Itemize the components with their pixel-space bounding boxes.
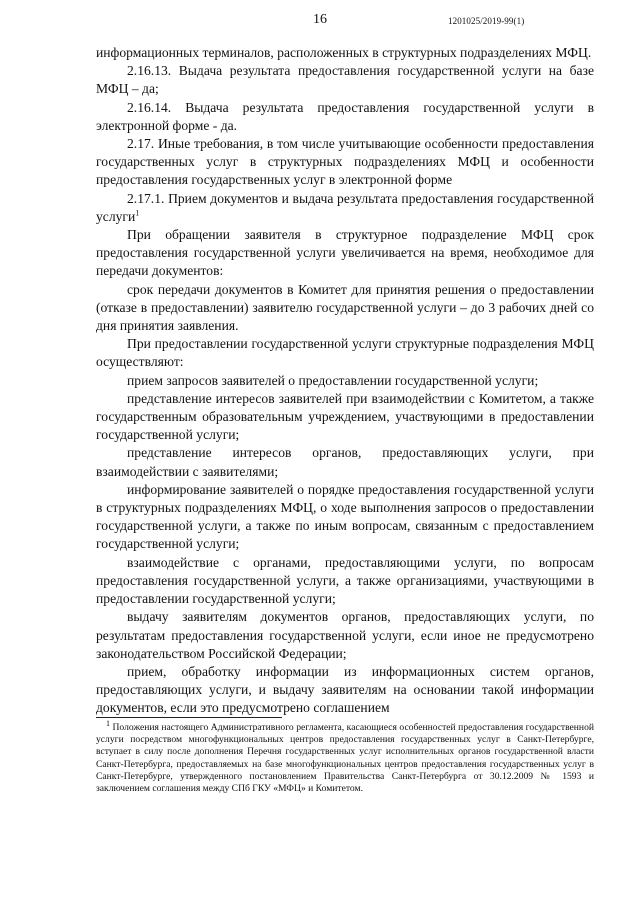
footnote-reference: 1	[135, 208, 140, 218]
page-number: 16	[313, 12, 327, 27]
list-item-request-intake: прием запросов заявителей о предоставлении государственной услуги;	[127, 372, 539, 388]
list-item-information-processing: прием, обработку информации из информационных систем органов, предоставляющих услуги, и выдачу заявителям на основании такой информации документов, если это предусмотрено соглашением	[96, 663, 594, 716]
list-item-document-issuance: выдачу заявителям документов органов, предоставляющих услуги, по результатам предоставления государственной услуги, если иное не предусмотрено законодательством Российской Федерации;	[96, 609, 594, 661]
paragraph-2-16-14: 2.16.14. Выдача результата предоставления государственной услуги в электронной форме - да.	[96, 99, 594, 133]
paragraph-2-17-1	[96, 190, 594, 226]
paragraph-2-16-13: 2.16.13. Выдача результата предоставления государственной услуги на базе МФЦ – да;	[96, 63, 594, 97]
footnote	[96, 718, 594, 795]
list-item-informing: информирование заявителей о порядке предоставления государственной услуги в структурных подразделениях МФЦ, о ходе выполнения запросов о предоставлении государственной услуги, а также по иным вопросам, связанным с предоставлением государственной услуги;	[96, 481, 594, 552]
footnote-marker: 1	[106, 718, 110, 728]
list-item-interaction: взаимодействие с органами, предоставляющими услуги, по вопросам предоставления государственной услуги, а также организациями, участвующими в предоставлении государственной услуги;	[96, 554, 594, 607]
paragraph-1: информационных терминалов, расположенных в структурных подразделениях МФЦ.	[96, 45, 592, 60]
paragraph-mfc-term: При обращении заявителя в структурное подразделение МФЦ срок предоставления государственной услуги увеличивается на время, необходимое для передачи документов:	[96, 227, 594, 279]
paragraph-mfc-duties: При предоставлении государственной услуги структурные подразделения МФЦ осуществляют:	[96, 336, 594, 370]
paragraph-2-17: 2.17. Иные требования, в том числе учитывающие особенности предоставления государственных услуг в структурных подразделениях МФЦ и особенности предоставления государственных услуг в электронной форме	[96, 136, 594, 188]
list-item-representation-committee: представление интересов заявителей при взаимодействии с Комитетом, а также государственным образовательным учреждением, участвующими в предоставлении государственной услуги;	[96, 390, 594, 443]
document-code: 1201025/2019-99(1)	[448, 16, 525, 26]
body-text	[96, 44, 594, 718]
paragraph-transfer-term: срок передачи документов в Комитет для принятия решения о предоставлении (отказе в предоставлении) заявителю государственной услуги – до 3 рабочих дней со дня принятия заявления.	[96, 281, 594, 334]
list-item-representation-organs: представление интересов органов, предоставляющих услуги, при взаимодействии с заявителями;	[96, 445, 594, 479]
paragraph-2-17-1-text: 2.17.1. Прием документов и выдача результата предоставления государственной услуги	[96, 190, 594, 224]
footnote-divider	[96, 717, 282, 718]
footnote-text: Положения настоящего Административного регламента, касающиеся особенностей предоставления государственной услуги посредством многофункциональных центров предоставления государственных услуг в Санкт-Петербурге, вступает в силу после дополнения Перечня государственных услуг исполнительных органов государственной власти Санкт-Петербурга, предоставляемых на базе многофункциональных центров предоставления государственных услуг в Санкт-Петербурге, утвержденного постановлением Правительства Санкт-Петербурга от 30.12.2009 № 1593 и заключением соглашения между СПб ГКУ «МФЦ» и Комитетом.	[96, 722, 594, 795]
